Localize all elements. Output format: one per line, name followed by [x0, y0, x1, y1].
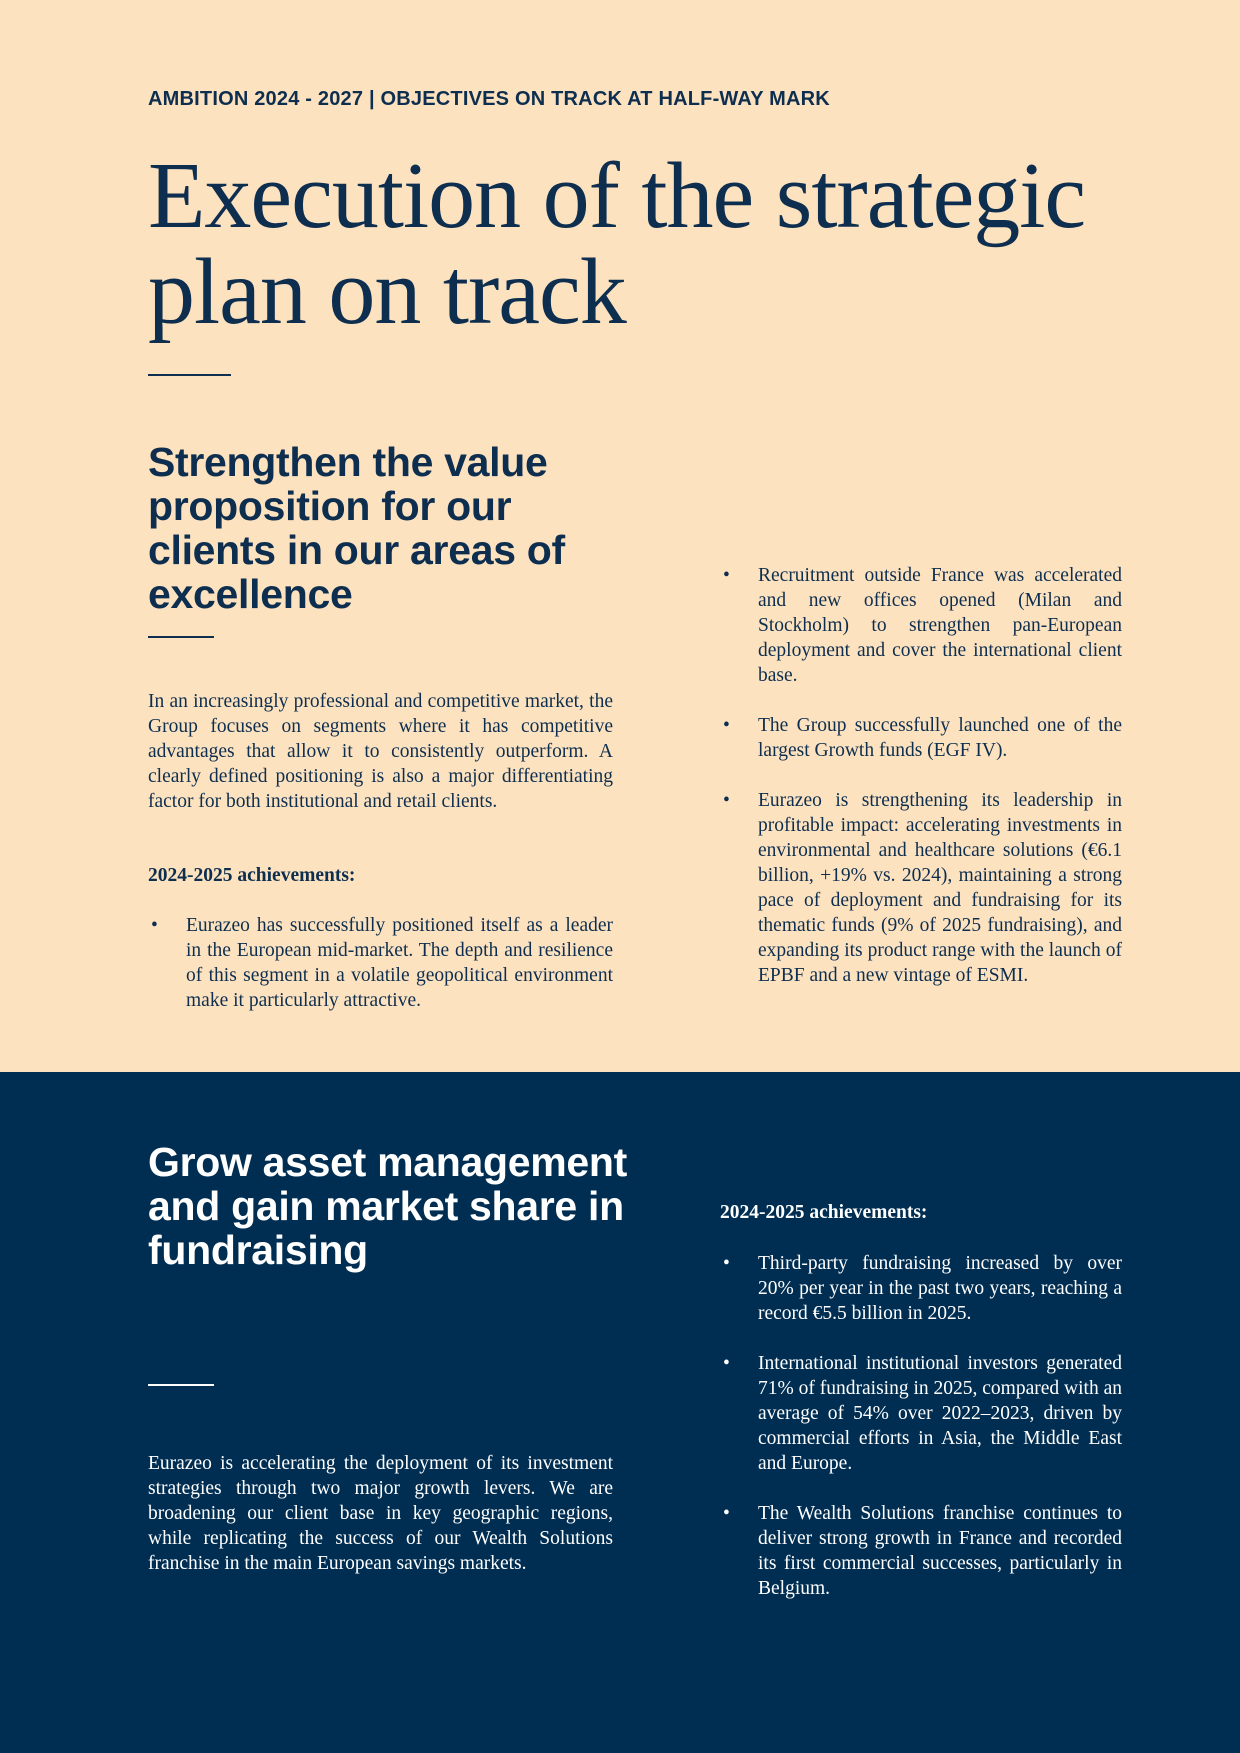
section2-achievements-label: 2024-2025 achievements: — [720, 1202, 928, 1223]
bullet-text: Eurazeo has successfully positioned itself as a leader in the European mid-market. The depth and resilience of this segment in a volatile geopolitical environment make it particularly attractive. — [186, 915, 613, 1011]
bullet-text: Eurazeo is strengthening its leadership in profitable impact: accelerating investments in environmental and healthcare solutions (€6.1 billion, +19% vs. 2024), maintaining a strong pace of deployment and fundraising for its thematic funds (9% of 2025 fundraising), and expanding its product range with the launch of EPBF and a new vintage of ESMI. — [758, 790, 1122, 986]
bullet-text: Third-party fundraising increased by over 20% per year in the past two years, reaching a record €5.5 billion in 2025. — [758, 1253, 1122, 1324]
bullet-icon: • — [723, 565, 730, 586]
bullet-item — [148, 913, 613, 1013]
section2-intro: Eurazeo is accelerating the deployment of its investment strategies through two major growth levers. We are broadening our client base in key geographic regions, while replicating the success of our Wealth Solutions franchise in the main European savings markets. — [148, 1453, 613, 1574]
bullet-item — [720, 713, 1122, 763]
section2-divider — [148, 1384, 214, 1386]
title-divider — [148, 374, 231, 376]
bullet-text: Recruitment outside France was accelerated and new offices opened (Milan and Stockholm) to strengthen pan-European deployment and cover the international client base. — [758, 565, 1122, 686]
bullet-icon: • — [723, 1503, 730, 1524]
section-title-value-proposition: Strengthen the value proposition for our clients in our areas of excellence — [148, 439, 565, 617]
bullet-icon: • — [723, 790, 730, 811]
bullet-icon: • — [723, 1353, 730, 1374]
bullet-icon: • — [151, 915, 158, 936]
bullet-item — [720, 1351, 1122, 1476]
bullet-item — [720, 1501, 1122, 1601]
bullet-text: The Wealth Solutions franchise continues to deliver strong growth in France and recorded its first commercial successes, particularly in Belgium. — [758, 1503, 1122, 1599]
section1-achievements-label: 2024-2025 achievements: — [148, 865, 356, 886]
section1-divider — [148, 636, 214, 638]
bullet-text: The Group successfully launched one of the largest Growth funds (EGF IV). — [758, 715, 1122, 761]
bullet-item — [720, 788, 1122, 988]
page-kicker: AMBITION 2024 - 2027 | OBJECTIVES ON TRACK AT HALF-WAY MARK — [148, 88, 830, 110]
bullet-text: International institutional investors generated 71% of fundraising in 2025, compared with an average of 54% over 2022–2023, driven by commercial efforts in Asia, the Middle East and Europe. — [758, 1353, 1122, 1474]
section1-right-bullet-list — [720, 563, 1122, 1013]
page-title: Execution of the strategic plan on track — [148, 144, 1086, 344]
section1-left-bullet-list — [148, 913, 613, 1038]
section1-intro: In an increasingly professional and competitive market, the Group focuses on segments where it has competitive advantages that allow it to consistently outperform. A clearly defined positioning is also a major differentiating factor for both institutional and retail clients. — [148, 691, 613, 812]
section-title-asset-management: Grow asset management and gain market share in fundraising — [148, 1139, 628, 1273]
bullet-item — [720, 1251, 1122, 1326]
bullet-item — [720, 563, 1122, 688]
bullet-icon: • — [723, 1253, 730, 1274]
bullet-icon: • — [723, 715, 730, 736]
section2-bullet-list — [720, 1251, 1122, 1626]
